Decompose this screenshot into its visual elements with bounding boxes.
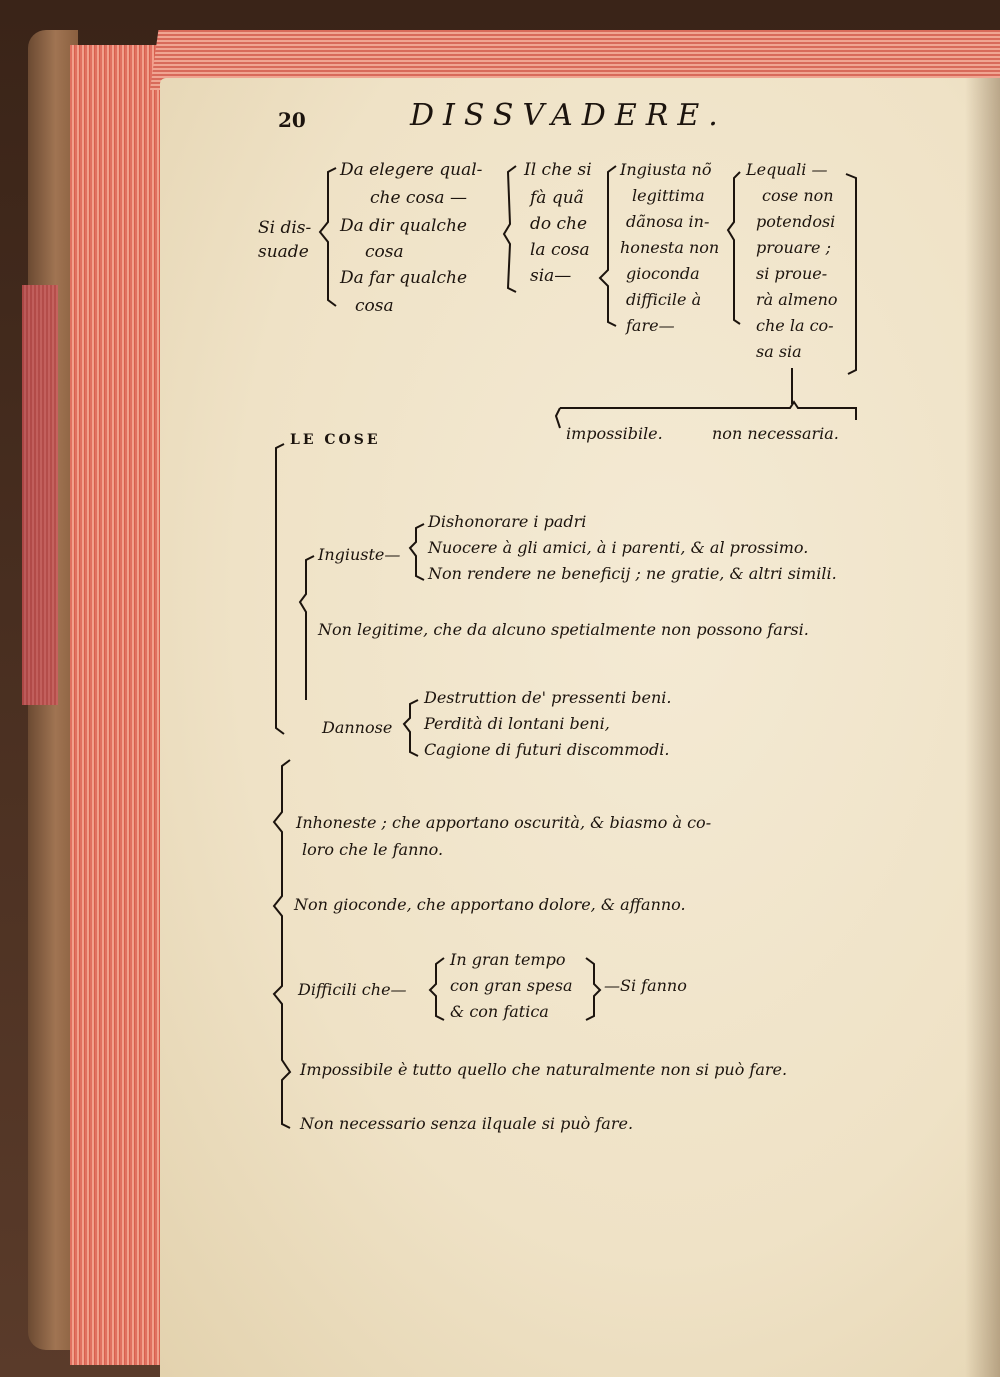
running-title: DISSVADERE.	[410, 98, 727, 133]
col1-line-5: Da far qualche	[340, 268, 468, 288]
col4-line-2: cose non	[762, 186, 834, 205]
brace-ingiuste	[410, 524, 424, 580]
brace-col2	[504, 166, 516, 292]
si-dissuade-2: suade	[258, 242, 309, 262]
col4-line-3: potendosi	[756, 212, 836, 231]
col1-line-6: cosa	[355, 296, 394, 316]
col4-line-4: prouare ;	[756, 238, 831, 257]
col1-line-2: che cosa —	[370, 188, 467, 208]
dannose-label: Dannose	[322, 718, 393, 737]
col3-line-4: honesta non	[620, 238, 720, 257]
col4-line-6: rà almeno	[756, 290, 838, 309]
non-legitime: Non legitime, che da alcuno spetialmente non possono farsi.	[318, 620, 809, 639]
bottom-bracket	[560, 402, 856, 420]
col1-line-3: Da dir qualche	[340, 216, 467, 236]
brace-right	[846, 174, 856, 374]
difficili-result: —Si fanno	[604, 976, 687, 995]
difficili-item-2: con gran spesa	[450, 976, 573, 995]
brace-si-dissuade	[320, 168, 336, 306]
non-necessario: Non necessario senza ilquale si può fare.	[300, 1114, 634, 1133]
col2-line-3: do che	[530, 214, 588, 234]
ingiuste-item-1: Dishonorare i padri	[428, 512, 587, 531]
col2-line-4: la cosa	[530, 240, 590, 260]
ingiuste-item-3: Non rendere ne beneficij ; ne gratie, & altri simili.	[428, 564, 837, 583]
dannose-item-3: Cagione di futuri discommodi.	[424, 740, 670, 759]
le-cose-line	[276, 444, 284, 734]
brace-difficili-right	[586, 958, 600, 1020]
si-dissuade-1: Si dis-	[258, 218, 312, 238]
col2-line-5: sia—	[530, 266, 572, 286]
col3-line-1: Ingiusta nõ	[620, 160, 712, 179]
col4-line-1: Lequali —	[746, 160, 828, 179]
ingiuste-item-2: Nuocere à gli amici, à i parenti, & al prossimo.	[428, 538, 809, 557]
non-gioconde: Non gioconde, che apportano dolore, & affanno.	[294, 895, 686, 914]
col4-line-8: sa sia	[756, 342, 802, 361]
difficili-item-3: & con fatica	[450, 1002, 549, 1021]
brace-dannose	[404, 700, 418, 756]
impossibile: Impossibile è tutto quello che naturalmente non si può fare.	[300, 1060, 788, 1079]
col3-line-3: dãnosa in-	[626, 212, 710, 231]
col3-line-6: difficile à	[626, 290, 702, 309]
col4-line-5: si proue-	[756, 264, 828, 283]
inhoneste-line-1: Inhoneste ; che apportano oscurità, & biasmo à co-	[296, 813, 712, 832]
brace-col4	[728, 172, 740, 324]
col3-line-7: fare—	[626, 316, 675, 335]
brace-difficili-left	[430, 958, 444, 1020]
col3-line-5: gioconda	[626, 264, 700, 283]
second-group-line	[274, 760, 290, 1128]
le-cose-heading: LE COSE	[290, 432, 381, 448]
dannose-item-1: Destruttion de' pressenti beni.	[424, 688, 672, 707]
difficili-label: Difficili che—	[298, 980, 407, 999]
brace-col3	[600, 166, 616, 326]
col4-line-7: che la co-	[756, 316, 834, 335]
difficili-item-1: In gran tempo	[450, 950, 566, 969]
col1-line-4: cosa	[365, 242, 404, 262]
bottom-impossibile: impossibile.	[566, 424, 663, 443]
col1-line-1: Da elegere qual-	[340, 160, 483, 180]
dannose-item-2: Perdità di lontani beni,	[424, 714, 610, 733]
col2-line-1: Il che si	[524, 160, 592, 180]
col2-line-2: fà quã	[530, 188, 584, 208]
page-number: 20	[278, 108, 306, 132]
col3-line-2: legittima	[632, 186, 705, 205]
ingiuste-label: Ingiuste—	[318, 545, 401, 564]
bottom-non-necessaria: non necessaria.	[712, 424, 839, 443]
inhoneste-line-2: loro che le fanno.	[302, 840, 444, 859]
